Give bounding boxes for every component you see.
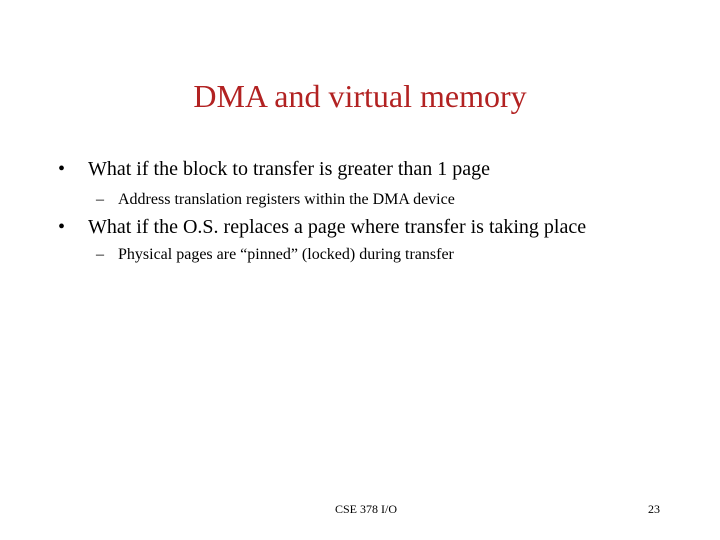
- slide-title: DMA and virtual memory: [193, 78, 527, 114]
- sub-bullet-marker: –: [96, 191, 104, 208]
- bullet-marker: •: [58, 216, 66, 238]
- bullet-marker: •: [58, 158, 66, 180]
- footer-course-label: CSE 378 I/O: [334, 502, 397, 516]
- sub-bullet-text: Physical pages are “pinned” (locked) during transfer: [118, 246, 454, 263]
- sub-bullet-item: [96, 190, 455, 210]
- bullet-item: [58, 214, 586, 240]
- bullet-text: What if the block to transfer is greater than 1 page: [88, 158, 491, 180]
- sub-bullet-marker: –: [96, 246, 104, 263]
- footer-page-number: 23: [648, 502, 660, 516]
- sub-bullet-text: Address translation registers within the DMA device: [118, 191, 455, 208]
- bullet-text: What if the O.S. replaces a page where transfer is taking place: [88, 216, 587, 238]
- sub-bullet-item: [96, 245, 454, 265]
- bullet-item: [58, 156, 490, 182]
